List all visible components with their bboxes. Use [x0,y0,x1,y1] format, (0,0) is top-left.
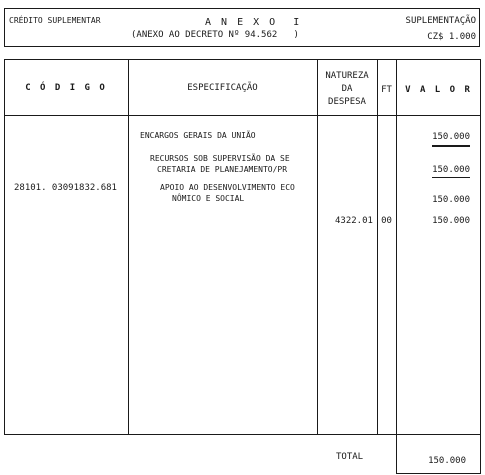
annex-title: A N E X O I [205,17,302,28]
row-apoio-code: 28101. 03091832.681 [14,183,117,193]
header-especificacao: ESPECIFICAÇÃO [187,83,258,93]
total-label: TOTAL [336,452,364,462]
supplementation-currency: CZ$ 1.000 [427,32,476,42]
col-divider-2 [317,59,318,435]
encargos-value-underline [432,145,470,147]
total-box-bottom [396,473,481,474]
row-apoio-value: 150.000 [432,195,470,205]
row-ft-code: 00 [381,216,392,226]
row-encargos-value: 150.000 [432,132,470,142]
row-apoio-line2: NÔMICO E SOCIAL [172,194,245,203]
row-recursos-line2: CRETARIA DE PLANEJAMENTO/PR [157,165,288,174]
header-natureza-2: DA [341,84,353,94]
row-apoio-line1: APOIO AO DESENVOLVIMENTO ECO [160,183,295,192]
header-valor: V A L O R [405,85,472,95]
table-header-divider [4,115,481,116]
col-divider-1 [128,59,129,435]
row-encargos-label: ENCARGOS GERAIS DA UNIÃO [140,131,256,140]
recursos-value-underline [432,177,470,178]
header-codigo: C Ó D I G O [25,83,107,93]
total-value: 150.000 [428,456,466,466]
supplementation-label: SUPLEMENTAÇÃO [405,16,476,26]
col-divider-3 [377,59,378,435]
header-natureza-3: DESPESA [328,97,366,107]
decree-reference: (ANEXO AO DECRETO Nº 94.562 ) [131,30,299,40]
row-natureza-code: 4322.01 [335,216,373,226]
header-ft: FT [381,85,392,95]
col-divider-4 [396,59,397,474]
header-natureza-1: NATUREZA [325,71,369,81]
header-left-label: CRÉDITO SUPLEMENTAR [9,16,101,25]
row-recursos-line1: RECURSOS SOB SUPERVISÃO DA SE [150,154,290,163]
row-natureza-value: 150.000 [432,216,470,226]
row-recursos-value: 150.000 [432,165,470,175]
total-box-right [480,435,481,474]
